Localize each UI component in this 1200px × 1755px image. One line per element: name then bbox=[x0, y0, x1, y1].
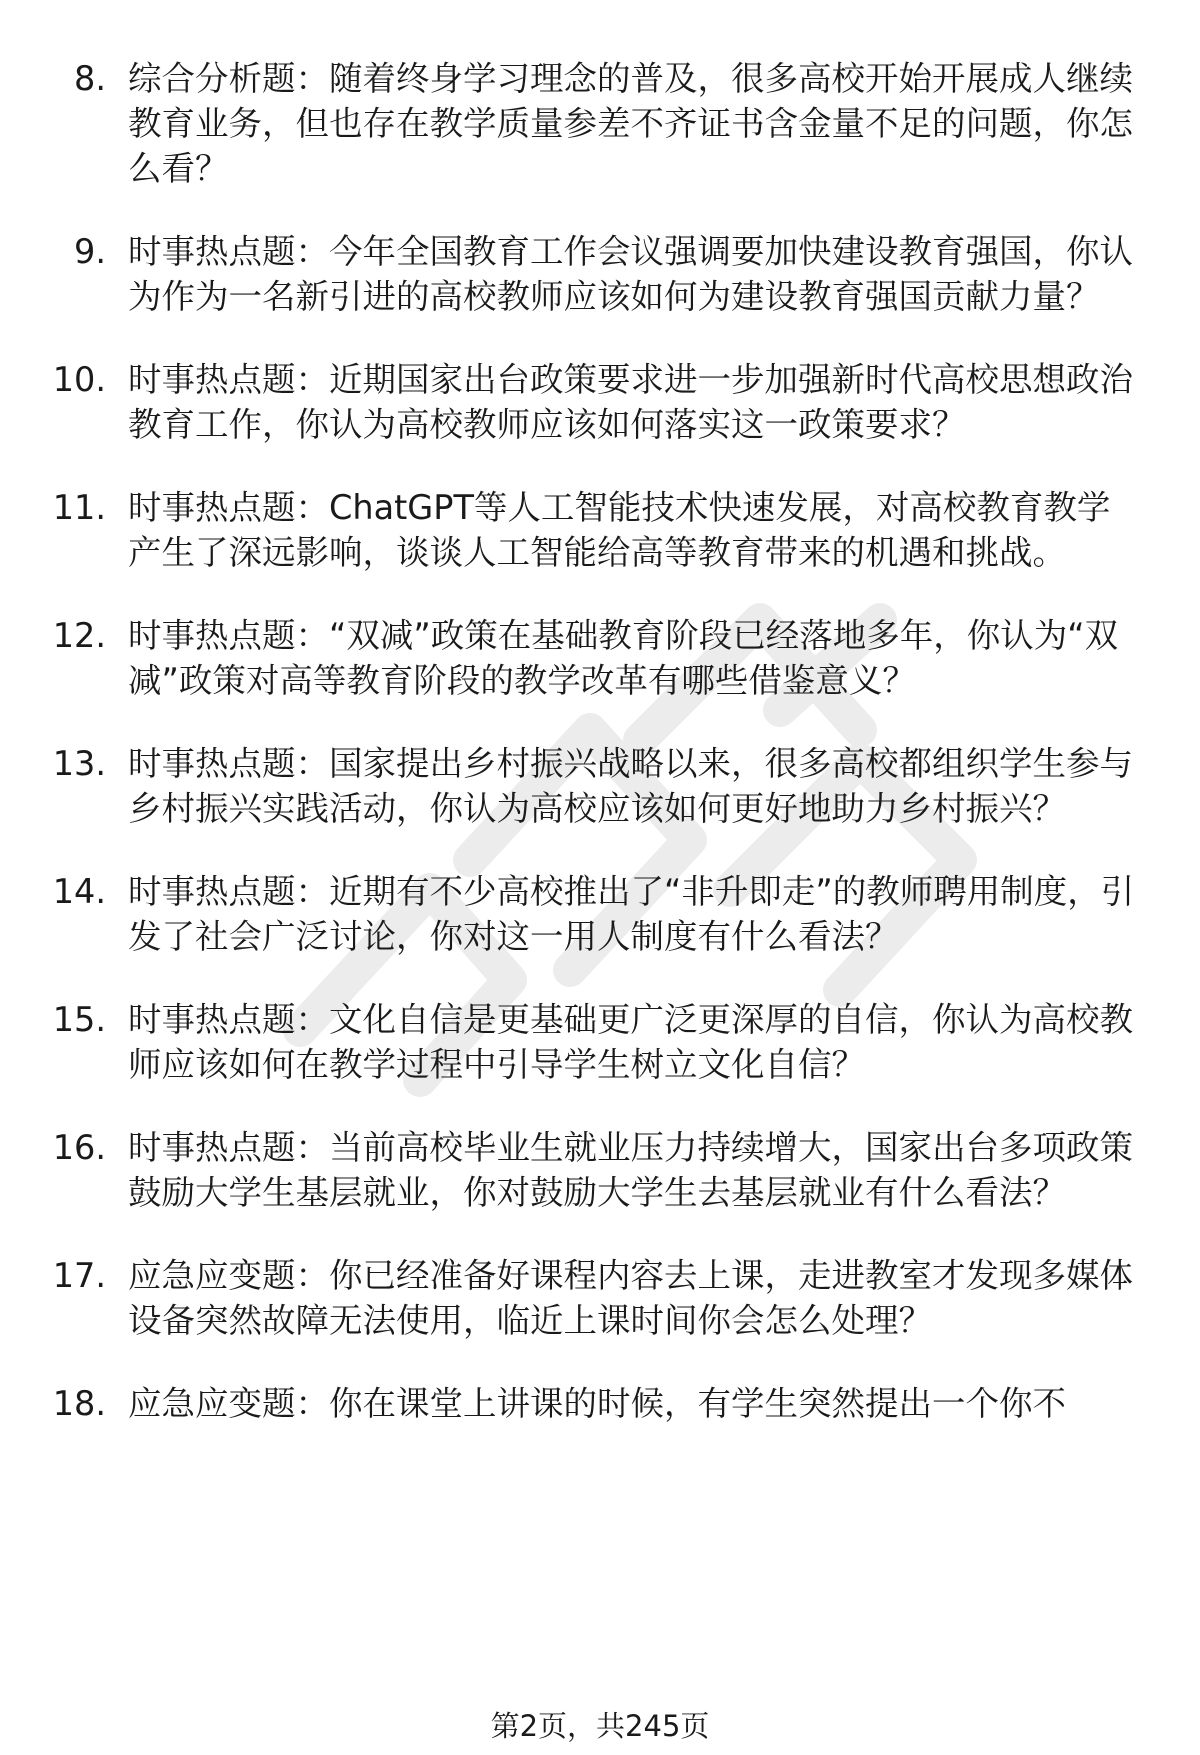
question-item-15 bbox=[0, 997, 1200, 1087]
question-text: 时事热点题：今年全国教育工作会议强调要加快建设教育强国，你认为作为一名新引进的高校教师应该如何为建设教育强国贡献力量？ bbox=[128, 232, 1133, 316]
question-text: 应急应变题：你已经准备好课程内容去上课，走进教室才发现多媒体设备突然故障无法使用，临近上课时间你会怎么处理？ bbox=[128, 1256, 1133, 1340]
page-footer bbox=[0, 1706, 1200, 1746]
question-number: 18. bbox=[52, 1384, 106, 1423]
question-item-14 bbox=[0, 869, 1200, 959]
question-item-11 bbox=[0, 485, 1200, 575]
question-text: 综合分析题：随着终身学习理念的普及，很多高校开始开展成人继续教育业务，但也存在教学质量参差不齐证书含金量不足的问题，你怎么看？ bbox=[128, 59, 1133, 188]
question-number: 17. bbox=[52, 1256, 106, 1295]
page-number-label: 第2页，共245页 bbox=[490, 1709, 710, 1743]
question-number: 10. bbox=[52, 360, 106, 399]
question-number: 11. bbox=[52, 488, 106, 527]
question-text: 时事热点题：“双减”政策在基础教育阶段已经落地多年，你认为“双减”政策对高等教育阶段的教学改革有哪些借鉴意义？ bbox=[128, 616, 1119, 700]
question-list bbox=[0, 56, 1200, 1464]
question-number: 15. bbox=[52, 1000, 106, 1039]
question-text: 时事热点题：ChatGPT等人工智能技术快速发展，对高校教育教学产生了深远影响，谈谈人工智能给高等教育带来的机遇和挑战。 bbox=[128, 488, 1111, 572]
question-item-12 bbox=[0, 613, 1200, 703]
question-item-18 bbox=[0, 1381, 1200, 1426]
question-number: 12. bbox=[52, 616, 106, 655]
question-number: 13. bbox=[52, 744, 106, 783]
question-item-10 bbox=[0, 357, 1200, 447]
question-item-9 bbox=[0, 229, 1200, 319]
question-text: 时事热点题：近期国家出台政策要求进一步加强新时代高校思想政治教育工作，你认为高校教师应该如何落实这一政策要求？ bbox=[128, 360, 1133, 444]
question-item-13 bbox=[0, 741, 1200, 831]
question-number: 9. bbox=[74, 232, 106, 271]
question-text: 时事热点题：文化自信是更基础更广泛更深厚的自信，你认为高校教师应该如何在教学过程中引导学生树立文化自信？ bbox=[128, 1000, 1133, 1084]
question-number: 16. bbox=[52, 1128, 106, 1167]
question-number: 14. bbox=[52, 872, 106, 911]
question-item-17 bbox=[0, 1253, 1200, 1343]
question-text: 时事热点题：近期有不少高校推出了“非升即走”的教师聘用制度，引发了社会广泛讨论，你对这一用人制度有什么看法？ bbox=[128, 872, 1135, 956]
question-item-16 bbox=[0, 1125, 1200, 1215]
question-text: 应急应变题：你在课堂上讲课的时候，有学生突然提出一个你不 bbox=[128, 1384, 1066, 1423]
question-text: 时事热点题：当前高校毕业生就业压力持续增大，国家出台多项政策鼓励大学生基层就业，你对鼓励大学生去基层就业有什么看法？ bbox=[128, 1128, 1133, 1212]
question-item-8 bbox=[0, 56, 1200, 191]
question-text: 时事热点题：国家提出乡村振兴战略以来，很多高校都组织学生参与乡村振兴实践活动，你认为高校应该如何更好地助力乡村振兴？ bbox=[128, 744, 1133, 828]
question-number: 8. bbox=[74, 59, 106, 98]
